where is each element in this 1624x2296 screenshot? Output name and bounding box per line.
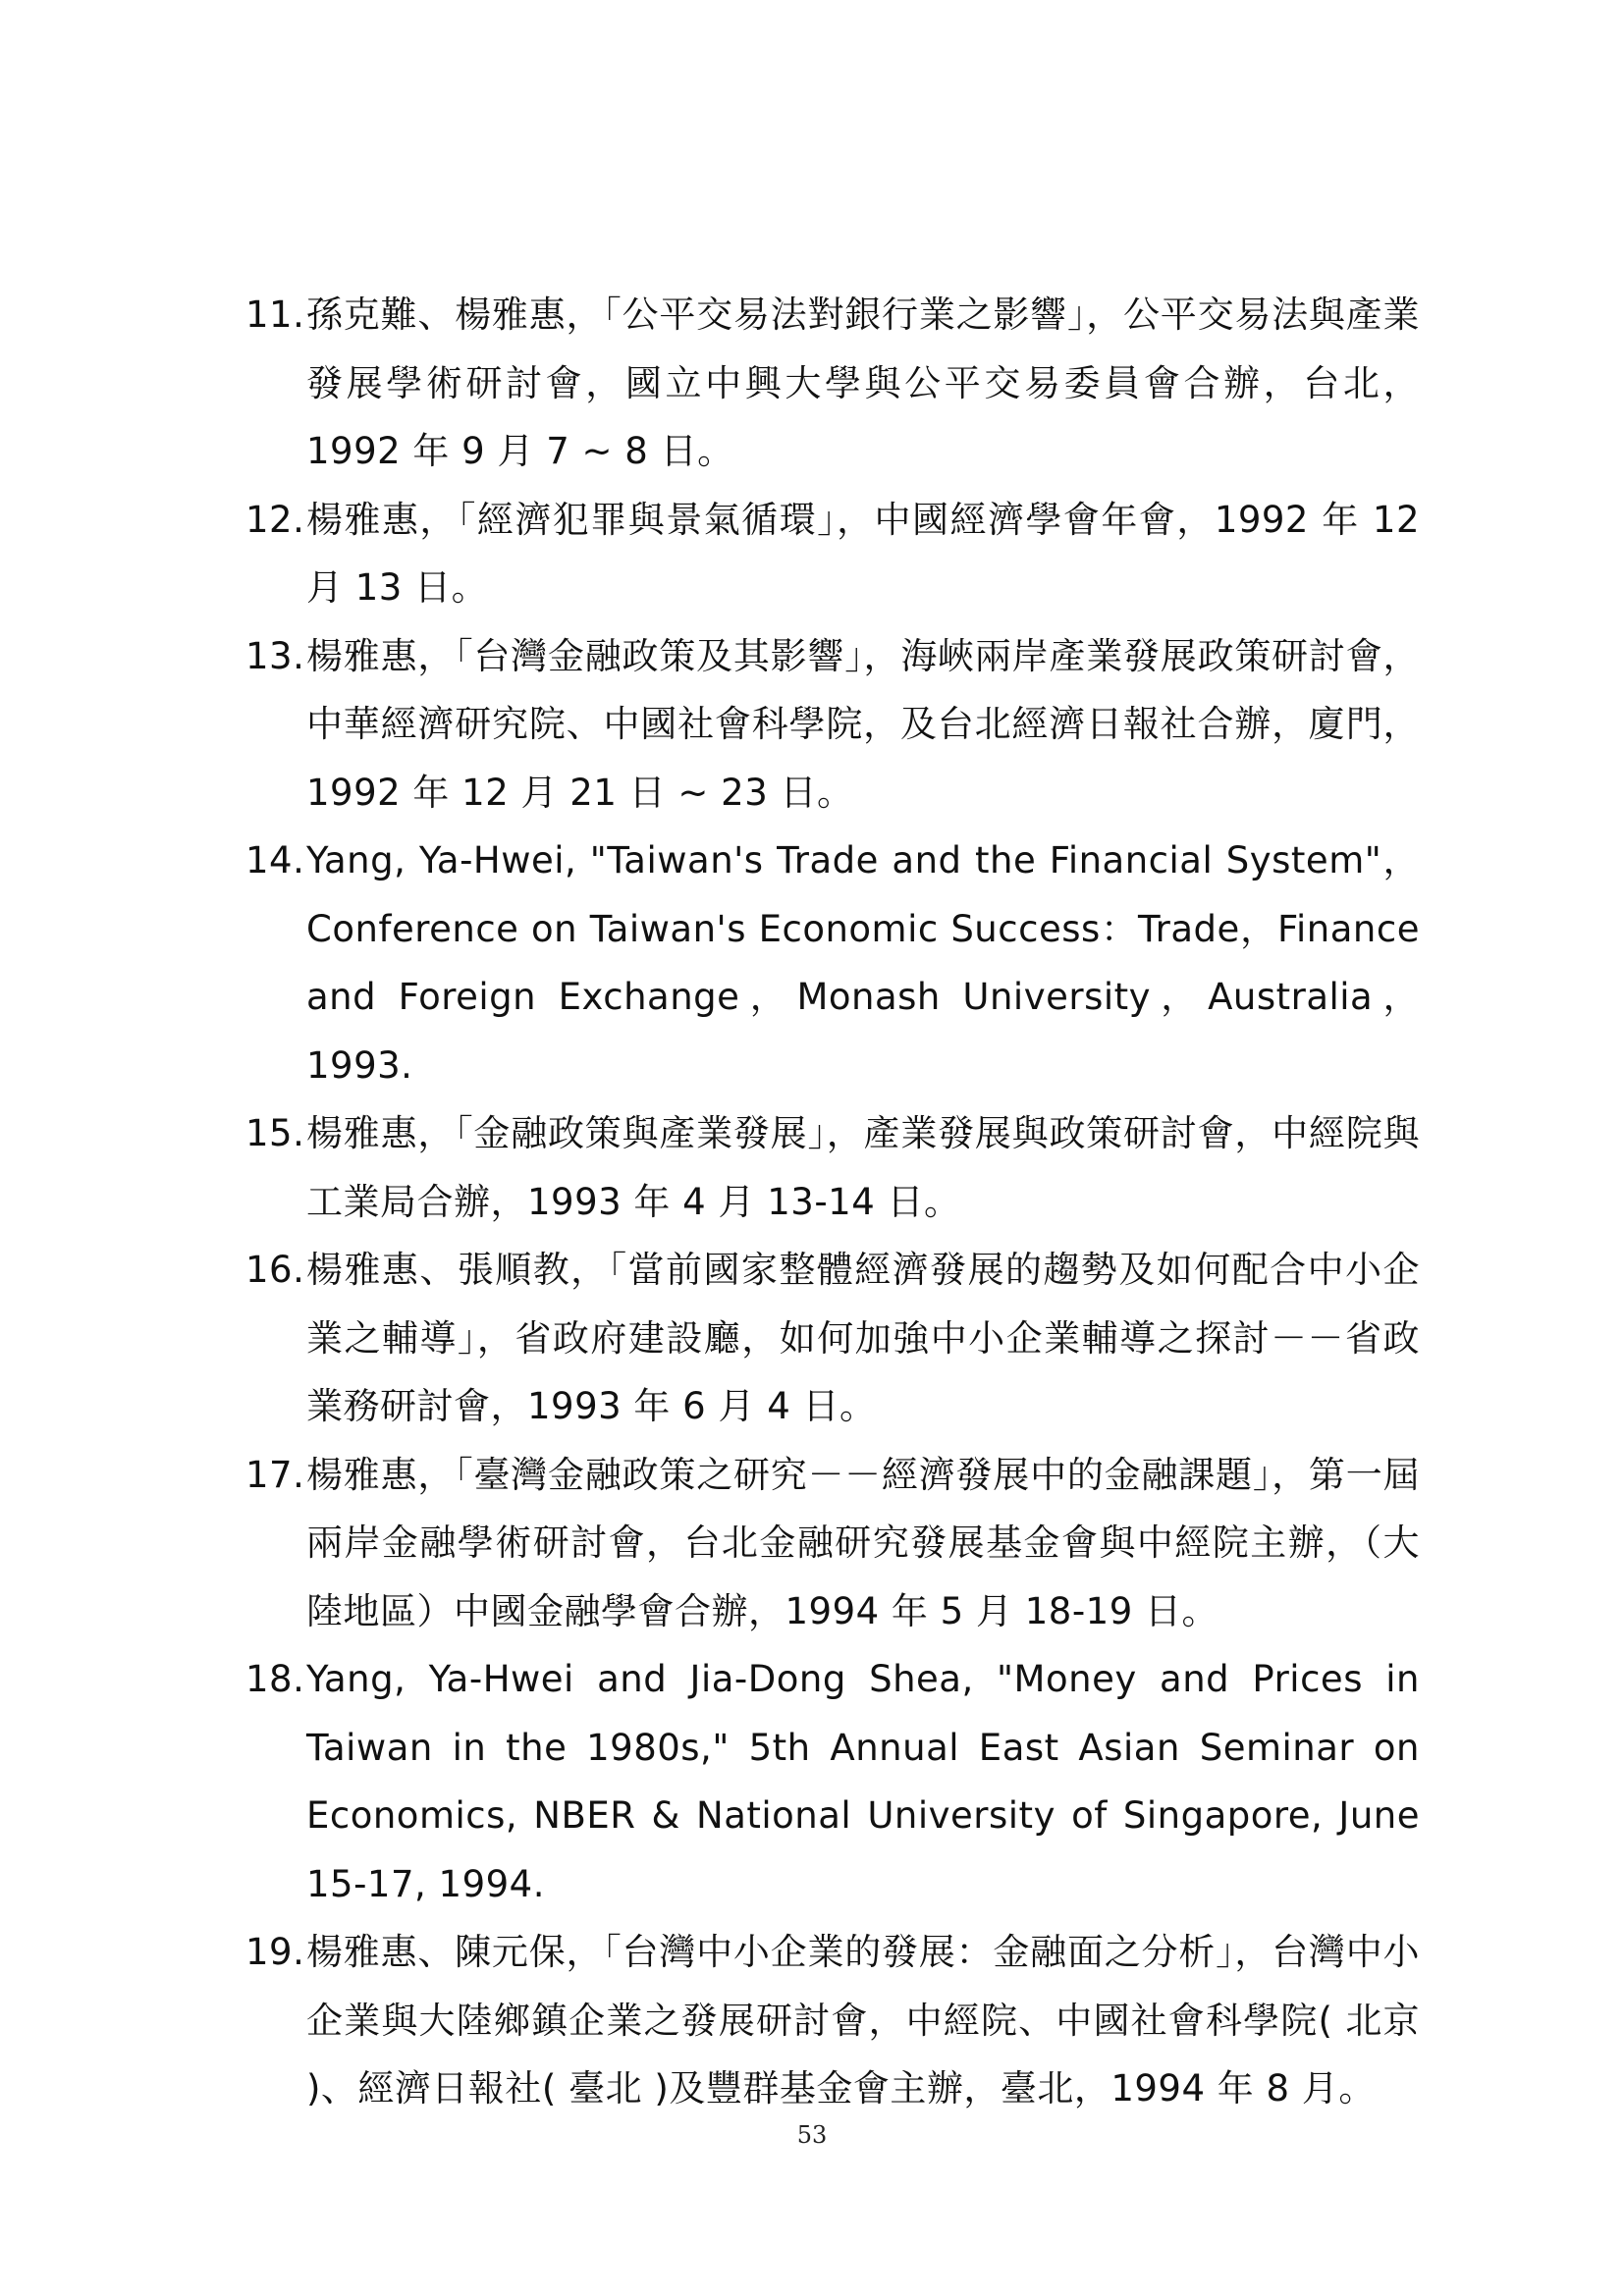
reference-text: 楊雅惠，「臺灣金融政策之研究－－經濟發展中的金融課題」，第一屆兩岸金融學術研討會，台北金融研究發展基金會與中經院主辦，（大陸地區）中國金融學會合辦，1994 年 5 月 18-19 日。 — [306, 1453, 1420, 1632]
reference-number: 18. — [245, 1658, 305, 1700]
reference-item-15 — [245, 1099, 1420, 1236]
reference-item-13 — [245, 622, 1420, 828]
reference-number: 11. — [245, 294, 305, 336]
reference-number: 16. — [245, 1249, 305, 1291]
page-number: 53 — [796, 2121, 828, 2149]
reference-item-12 — [245, 486, 1420, 622]
reference-text: 楊雅惠、陳元保，「台灣中小企業的發展：金融面之分析」，台灣中小企業與大陸鄉鎮企業之發展研討會，中經院、中國社會科學院( 北京 )、經濟日報社( 臺北 )及豐群基金會主辦，臺北，1994 年 8 月。 — [306, 1931, 1420, 2109]
reference-text: Yang, Ya-Hwei and Jia-Dong Shea, "Money and Prices in Taiwan in the 1980s," 5th Annual East Asian Seminar on Economics, NBER & National University of Singapore, June 15-17, 1994. — [306, 1658, 1420, 1905]
reference-number: 13. — [245, 634, 305, 677]
reference-text: Yang, Ya-Hwei, "Taiwan's Trade and the Financial System"，Conference on Taiwan's Economic Success：Trade，Finance and Foreign Exchange，Monash University，Australia，1993. — [306, 839, 1420, 1087]
reference-text: 孫克難、楊雅惠，「公平交易法對銀行業之影響」，公平交易法與產業發展學術研討會，國立中興大學與公平交易委員會合辦，台北，1992 年 9 月 7 ~ 8 日。 — [306, 294, 1420, 472]
reference-item-17 — [245, 1441, 1420, 1646]
reference-number: 12. — [245, 498, 305, 541]
reference-item-18 — [245, 1645, 1420, 1918]
reference-item-11 — [245, 281, 1420, 486]
reference-text: 楊雅惠，「台灣金融政策及其影響」，海峽兩岸產業發展政策研討會，中華經濟研究院、中國社會科學院，及台北經濟日報社合辦，廈門，1992 年 12 月 21 日 ~ 23 日。 — [306, 634, 1420, 814]
reference-text: 楊雅惠，「經濟犯罪與景氣循環」，中國經濟學會年會，1992 年 12 月 13 日。 — [306, 498, 1420, 609]
reference-item-14 — [245, 827, 1420, 1099]
reference-item-19 — [245, 1918, 1420, 2123]
reference-text: 楊雅惠，「金融政策與產業發展」，產業發展與政策研討會，中經院與工業局合辦，1993 年 4 月 13-14 日。 — [306, 1112, 1420, 1223]
reference-item-16 — [245, 1236, 1420, 1441]
reference-text: 楊雅惠、張順教，「當前國家整體經濟發展的趨勢及如何配合中小企業之輔導」，省政府建設廳，如何加強中小企業輔導之探討－－省政業務研討會，1993 年 6 月 4 日。 — [306, 1249, 1420, 1427]
reference-number: 15. — [245, 1112, 305, 1154]
reference-list — [245, 281, 1420, 2123]
reference-number: 17. — [245, 1453, 305, 1496]
reference-number: 14. — [245, 839, 305, 881]
reference-number: 19. — [245, 1931, 305, 1973]
